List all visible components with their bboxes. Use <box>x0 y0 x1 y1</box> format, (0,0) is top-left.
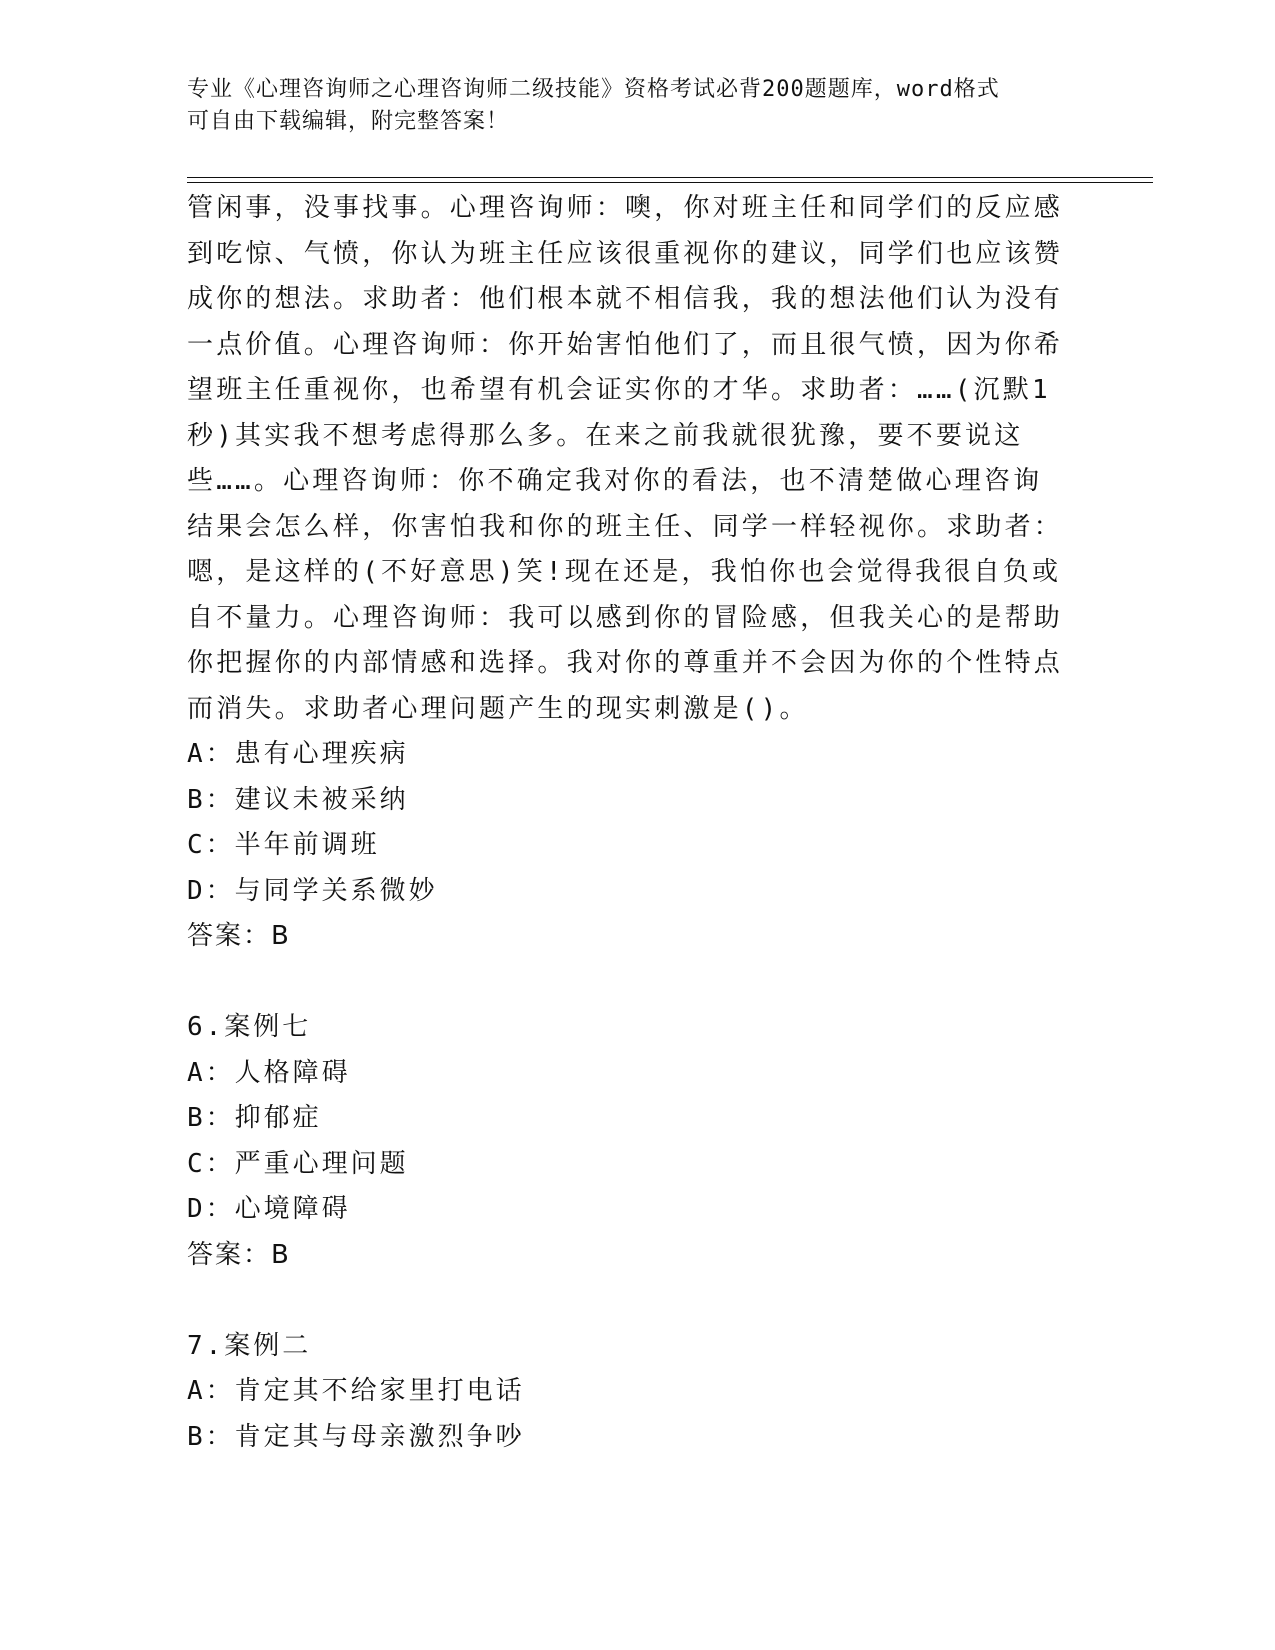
option-c: C：严重心理问题 <box>187 1148 409 1179</box>
spacer <box>187 1278 1067 1324</box>
question-7 <box>187 1324 1067 1461</box>
header-line-1: 专业《心理咨询师之心理咨询师二级技能》资格考试必背200题题库，word格式 <box>187 77 1000 102</box>
spacer <box>187 960 1067 1006</box>
answer-line: 答案：B <box>187 1239 291 1270</box>
answer-line: 答案：B <box>187 921 291 951</box>
option-a: A：患有心理疾病 <box>187 739 409 769</box>
header-line-2: 可自由下载编辑，附完整答案！ <box>187 109 510 134</box>
question-title: 7.案例二 <box>187 1330 312 1361</box>
option-b: B：肯定其与母亲激烈争吵 <box>187 1421 525 1452</box>
question-5 <box>187 186 1067 960</box>
page-header <box>187 74 1067 138</box>
option-d: D：与同学关系微妙 <box>187 875 438 906</box>
option-a: A：人格障碍 <box>187 1057 351 1088</box>
option-a: A：肯定其不给家里打电话 <box>187 1376 525 1406</box>
option-c: C：半年前调班 <box>187 830 380 860</box>
question-6 <box>187 1005 1067 1278</box>
question-title: 6.案例七 <box>187 1012 312 1042</box>
option-b: B：抑郁症 <box>187 1103 322 1133</box>
option-d: D：心境障碍 <box>187 1194 351 1224</box>
question-passage: 管闲事，没事找事。心理咨询师：噢，你对班主任和同学们的反应感到吃惊、气愤，你认为班主任应该很重视你的建议，同学们也应该赞成你的想法。求助者：他们根本就不相信我，我的想法他们认为没有一点价值。心理咨询师：你开始害怕他们了，而且很气愤，因为你希望班主任重视你，也希望有机会证实你的才华。求助者：……(沉默1秒)其实我不想考虑得那么多。在来之前我就很犹豫，要不要说这些……。心理咨询师：你不确定我对你的看法，也不清楚做心理咨询结果会怎么样，你害怕我和你的班主任、同学一样轻视你。求助者：嗯，是这样的(不好意思)笑!现在还是，我怕你也会觉得我很自负或自不量力。心理咨询师：我可以感到你的冒险感，但我关心的是帮助你把握你的内部情感和选择。我对你的尊重并不会因为你的个性特点而消失。求助者心理问题产生的现实刺激是()。 <box>187 193 1064 724</box>
document-body <box>187 186 1067 1460</box>
header-rule-bottom <box>187 182 1153 183</box>
option-b: B：建议未被采纳 <box>187 784 409 815</box>
header-rule-top <box>187 177 1153 178</box>
